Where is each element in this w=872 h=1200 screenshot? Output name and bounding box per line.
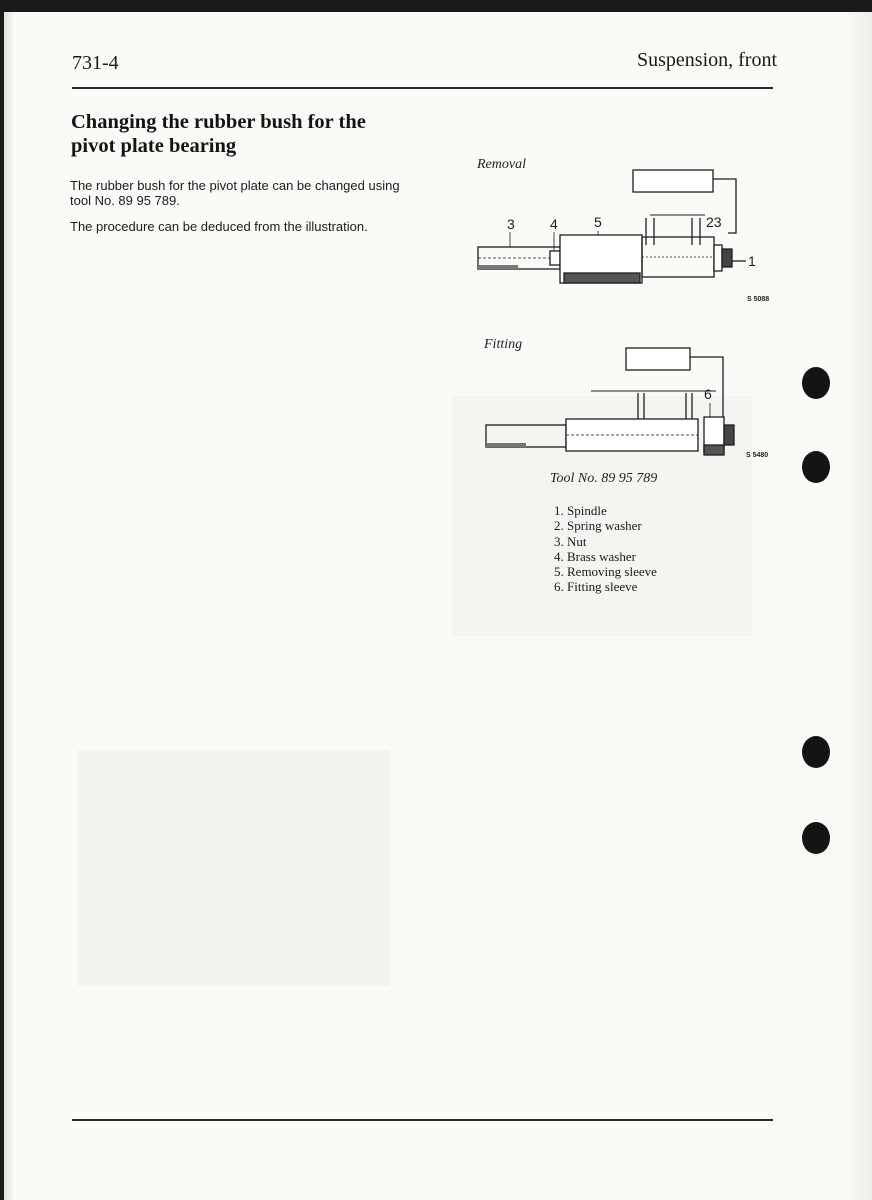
sleeve-hatch-bottom [564,273,640,283]
list-item: 4. Brass washer [554,548,636,564]
press-body [633,170,713,192]
fitting-press-body [626,348,690,370]
header-rule [72,87,773,89]
parts-list [554,503,657,595]
nut-shape [722,249,732,267]
callout-1: 1 [748,253,756,269]
showthrough-photo-left [78,750,390,986]
list-item: 3. Nut [554,533,587,549]
callout-6: 6 [704,386,712,402]
section-title: Suspension, front [637,49,777,71]
callout-4: 4 [550,216,558,232]
list-item: 6. Fitting sleeve [554,579,638,595]
removal-ref: S 5088 [747,296,770,303]
page-edge-shadow [844,12,872,1200]
article-title [71,110,431,158]
article-title-line1: Changing the rubber bush for the [71,111,366,133]
spring-washer-shape [714,245,722,271]
fitting-diagram [478,345,788,470]
callout-23: 23 [706,214,722,230]
removal-label: Removal [477,157,526,172]
fitting-label: Fitting [484,337,523,352]
fitting-ref: S 5480 [746,452,769,459]
binder-hole-4 [802,822,830,854]
binder-hole-3 [802,736,830,768]
list-item: 1. Spindle [554,503,607,518]
page-number: 731-4 [72,52,119,74]
list-item: 5. Removing sleeve [554,564,657,580]
tool-caption: Tool No. 89 95 789 [550,471,658,486]
article-title-line2: pivot plate bearing [71,135,237,157]
callout-5: 5 [594,214,602,230]
procedure-paragraph: The procedure can be deduced from the illustration. [70,219,368,234]
callout-3: 3 [507,216,515,232]
page-spine-shadow [4,12,13,1200]
removal-diagram [470,165,790,315]
intro-paragraph: The rubber bush for the pivot plate can be changed using tool No. 89 95 789. [70,178,400,208]
footer-rule [72,1119,773,1121]
list-item: 2. Spring washer [554,518,642,534]
binder-hole-1 [802,367,830,399]
fitting-nut [724,425,734,445]
brass-washer-shape [550,251,560,265]
binder-hole-2 [802,451,830,483]
spindle-hatch [478,265,518,269]
fitting-sleeve-hatch [704,445,724,455]
fitting-spindle-hatch [486,443,526,447]
